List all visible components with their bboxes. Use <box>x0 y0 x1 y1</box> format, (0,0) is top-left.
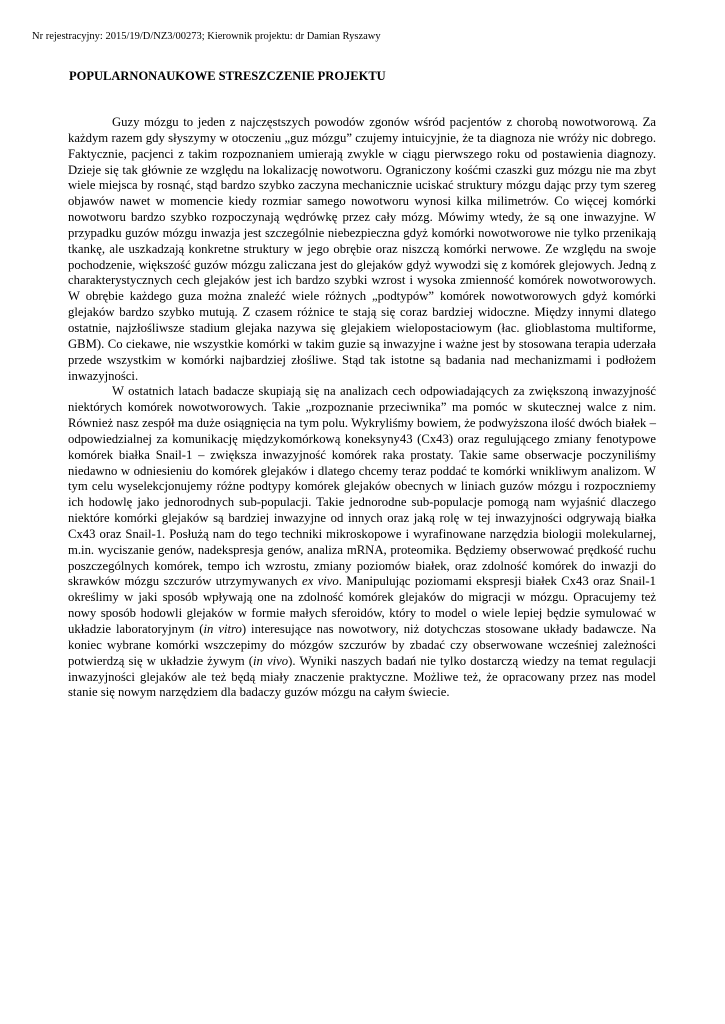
paragraph-text: Guzy mózgu to jeden z najczęstszych powodów zgonów wśród pacjentów z chorobą nowotworową. Za każdym razem gdy słyszymy w otoczeniu „guz mózgu” czujemy intuicyjnie, że ta diagnoza nie wróży nic dobrego. Faktycznie, pacjenci z takim rozpoznaniem umierają zwykle w ciągu pierwszego roku od postawienia diagnozy. Dzieje się tak głównie ze względu na lokalizację nowotworu. Ograniczony kośćmi czaszki guz mózgu nie ma zbyt wiele miejsca by rosnąć, stąd bardzo szybko zaczyna mechanicznie uciskać struktury mózgu dając przy tym szereg objawów nawet w momencie kiedy rozmiar samego nowotworu wynosi kilka milimetrów. Co więcej komórki nowotworu bardzo szybko rozpoczynają wędrówkę przez cały mózg. Mówimy wtedy, że są one inwazyjne. W przypadku guzów mózgu inwazja jest szczególnie niebezpieczna gdyż komórki nowotworowe nie tylko przenikają tkankę, ale uszkadzają konkretne struktury w jego obrębie oraz niszczą komórki nerwowe. Ze względu na swoje pochodzenie, większość guzów mózgu zaliczana jest do glejaków gdyż wywodzi się z komórek glejowych. Jedną z charakterystycznych cech glejaków jest ich bardzo szybki wzrost i wysoka zmienność komórek nowotworowych. W obrębie każdego guza można znaleźć wiele różnych „podtypów” komórek nowotworowych gdyż komórki glejaków bardzo szybko mutują. Z czasem różnice te stają się coraz bardziej widoczne. Między innymi dlatego ostatnie, najzłośliwsze stadium glejaka nazywa się glejakiem wielopostaciowym (łac. glioblastoma multiforme, GBM). Co ciekawe, nie wszystkie komórki w takim guzie są inwazyjne i ważne jest by stosowana terapia uderzała przede wszystkim w komórki najbardziej złośliwe. Stąd tak istotne są badania nad mechanizmami i podłożem inwazyjności. <box>68 115 656 383</box>
paragraph-text: ). Wyniki naszych badań nie tylko dostarczą wiedzy na temat regulacji inwazyjności glejaków ale też będą miały znaczenie praktyczne. Możliwe też, że opracowany przez nas model stanie się nowym narzędziem dla badaczy guzów mózgu na całym świecie. <box>68 653 656 700</box>
paragraph-2 <box>68 384 656 701</box>
paragraph-1 <box>68 115 656 384</box>
paragraph-text: ) interesujące nas nowotwory, niż dotychczas stosowane układy badawcze. Na koniec wybrane komórki wszczepimy do mózgów szczurów by zbadać czy obserwowane wcześniej zależności potwierdzą się w układzie żywym ( <box>68 622 656 668</box>
paragraph-text: . Manipulując poziomami ekspresji białek Cx43 oraz Snail-1 określimy w jaki sposób wpływają one na zdolność komórek glejaków do migracji w mózgu. Opracujemy też nowy sposób hodowli glejaków w formie małych sferoidów, który to model o wiele lepiej będzie symulować w układzie laboratoryjnym ( <box>68 574 656 636</box>
abstract-body <box>68 115 656 701</box>
paragraph-text: W ostatnich latach badacze skupiają się na analizach cech odpowiadających za zwiększoną inwazyjność niektórych komórek nowotworowych. Takie „rozpoznanie przeciwnika” ma pomóc w skutecznej walce z nim. Również nasz zespół ma duże osiągnięcia na tym polu. Wykryliśmy bowiem, że podwyższona ilość dwóch białek – odpowiedzialnej za komunikację międzykomórkową koneksyny43 (Cx43) oraz regulującego zmiany fenotypowe komórek białka Snail-1 – zwiększa inwazyjność komórek raka prostaty. Takie same obserwacje poczyniliśmy niedawno w odniesieniu do komórek glejaków i dlatego chcemy teraz poddać te komórki wnikliwym analizom. W tym celu wyselekcjonujemy różne podtypy komórek glejaków obecnych w liniach guzów mózgu i rozpoczniemy ich hodowlę jako jednorodnych sub-populacji. Takie jednorodne sub-populacje pomogą nam wyjaśnić dlaczego niektóre komórki glejaków są bardziej inwazyjne od innych oraz jaką rolę w tej inwazyjności odgrywają białka Cx43 oraz Snail-1. Posłużą nam do tego techniki mikroskopowe i wyrafinowane narzędzia biologii molekularnej, m.in. wyciszanie genów, nadekspresja genów, analiza mRNA, proteomika. Będziemy obserwować prędkość ruchu poszczególnych komórek, tempo ich wzrostu, zmiany poziomów białek, oraz zdolność komórek do inwazji do skrawków mózgu szczurów utrzymywanych <box>68 384 656 589</box>
italic-term: ex vivo <box>301 574 339 589</box>
page-title: POPULARNONAUKOWE STRESZCZENIE PROJEKTU <box>69 69 386 83</box>
registration-header: Nr rejestracyjny: 2015/19/D/NZ3/00273; Kierownik projektu: dr Damian Ryszawy <box>32 31 381 42</box>
italic-term: in vivo <box>252 653 289 668</box>
italic-term: in vitro <box>203 622 242 636</box>
